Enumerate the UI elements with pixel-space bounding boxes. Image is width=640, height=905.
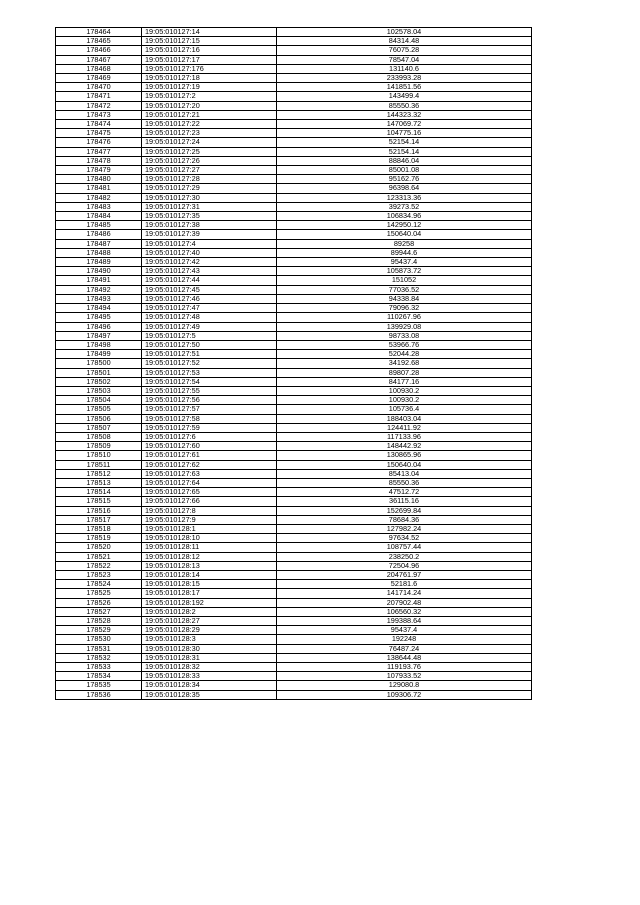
amount-cell: 105873.72 [277, 267, 532, 276]
code-cell: 19:05:010127:24 [142, 138, 277, 147]
amount-cell: 84314.48 [277, 37, 532, 46]
table-row [56, 442, 532, 451]
code-cell: 19:05:010127:42 [142, 258, 277, 267]
amount-cell: 150640.04 [277, 230, 532, 239]
amount-cell: 138644.48 [277, 653, 532, 662]
table-row [56, 570, 532, 579]
amount-cell: 85001.08 [277, 166, 532, 175]
code-cell: 19:05:010128:35 [142, 690, 277, 699]
amount-cell: 204761.97 [277, 570, 532, 579]
table-row [56, 497, 532, 506]
id-cell: 178498 [56, 340, 142, 349]
code-cell: 19:05:010128:27 [142, 617, 277, 626]
code-cell: 19:05:010127:45 [142, 285, 277, 294]
amount-cell: 151052 [277, 276, 532, 285]
amount-cell: 100930.2 [277, 386, 532, 395]
table-row [56, 322, 532, 331]
code-cell: 19:05:010127:26 [142, 156, 277, 165]
table-row [56, 212, 532, 221]
table-row [56, 690, 532, 699]
code-cell: 19:05:010128:15 [142, 580, 277, 589]
amount-cell: 148442.92 [277, 442, 532, 451]
amount-cell: 52044.28 [277, 350, 532, 359]
table-row [56, 294, 532, 303]
amount-cell: 53966.76 [277, 340, 532, 349]
id-cell: 178531 [56, 644, 142, 653]
id-cell: 178487 [56, 239, 142, 248]
amount-cell: 36115.16 [277, 497, 532, 506]
amount-cell: 96398.64 [277, 184, 532, 193]
code-cell: 19:05:010127:20 [142, 101, 277, 110]
table-row [56, 110, 532, 119]
amount-cell: 95162.76 [277, 175, 532, 184]
id-cell: 178494 [56, 304, 142, 313]
amount-cell: 52154.14 [277, 147, 532, 156]
code-cell: 19:05:010127:66 [142, 497, 277, 506]
table-row [56, 626, 532, 635]
code-cell: 19:05:010127:9 [142, 515, 277, 524]
table-row [56, 340, 532, 349]
id-cell: 178476 [56, 138, 142, 147]
table-row [56, 175, 532, 184]
table-row [56, 304, 532, 313]
id-cell: 178469 [56, 74, 142, 83]
amount-cell: 139929.08 [277, 322, 532, 331]
amount-cell: 88846.04 [277, 156, 532, 165]
code-cell: 19:05:010128:3 [142, 635, 277, 644]
table-row [56, 515, 532, 524]
id-cell: 178505 [56, 405, 142, 414]
table-row [56, 368, 532, 377]
id-cell: 178536 [56, 690, 142, 699]
id-cell: 178499 [56, 350, 142, 359]
id-cell: 178472 [56, 101, 142, 110]
code-cell: 19:05:010127:51 [142, 350, 277, 359]
code-cell: 19:05:010127:49 [142, 322, 277, 331]
id-cell: 178493 [56, 294, 142, 303]
id-cell: 178497 [56, 331, 142, 340]
code-cell: 19:05:010128:11 [142, 543, 277, 552]
id-cell: 178524 [56, 580, 142, 589]
id-cell: 178490 [56, 267, 142, 276]
code-cell: 19:05:010127:58 [142, 414, 277, 423]
id-cell: 178525 [56, 589, 142, 598]
table-row [56, 267, 532, 276]
id-cell: 178468 [56, 64, 142, 73]
table-row [56, 147, 532, 156]
amount-cell: 150640.04 [277, 460, 532, 469]
id-cell: 178467 [56, 55, 142, 64]
code-cell: 19:05:010128:31 [142, 653, 277, 662]
amount-cell: 89258 [277, 239, 532, 248]
table-row [56, 589, 532, 598]
id-cell: 178473 [56, 110, 142, 119]
table-row [56, 248, 532, 257]
table-row [56, 561, 532, 570]
table-row [56, 313, 532, 322]
id-cell: 178500 [56, 359, 142, 368]
code-cell: 19:05:010127:21 [142, 110, 277, 119]
table-row [56, 635, 532, 644]
table-row [56, 543, 532, 552]
amount-cell: 131140.6 [277, 64, 532, 73]
id-cell: 178496 [56, 322, 142, 331]
amount-cell: 238250.2 [277, 552, 532, 561]
code-cell: 19:05:010127:61 [142, 451, 277, 460]
code-cell: 19:05:010128:192 [142, 598, 277, 607]
code-cell: 19:05:010127:57 [142, 405, 277, 414]
amount-cell: 94338.84 [277, 294, 532, 303]
id-cell: 178485 [56, 221, 142, 230]
table-row [56, 55, 532, 64]
id-cell: 178514 [56, 488, 142, 497]
amount-cell: 77036.52 [277, 285, 532, 294]
code-cell: 19:05:010127:60 [142, 442, 277, 451]
table-row [56, 663, 532, 672]
table-row [56, 377, 532, 386]
code-cell: 19:05:010127:23 [142, 129, 277, 138]
amount-cell: 147069.72 [277, 120, 532, 129]
table-row [56, 414, 532, 423]
id-cell: 178520 [56, 543, 142, 552]
table-row [56, 423, 532, 432]
code-cell: 19:05:010127:59 [142, 423, 277, 432]
id-cell: 178478 [56, 156, 142, 165]
amount-cell: 141851.56 [277, 83, 532, 92]
amount-cell: 79096.32 [277, 304, 532, 313]
id-cell: 178492 [56, 285, 142, 294]
id-cell: 178510 [56, 451, 142, 460]
code-cell: 19:05:010128:33 [142, 672, 277, 681]
amount-cell: 119193.76 [277, 663, 532, 672]
amount-cell: 192248 [277, 635, 532, 644]
table-row [56, 331, 532, 340]
table-row [56, 478, 532, 487]
table-row [56, 534, 532, 543]
table-row [56, 101, 532, 110]
id-cell: 178521 [56, 552, 142, 561]
id-cell: 178482 [56, 193, 142, 202]
code-cell: 19:05:010127:27 [142, 166, 277, 175]
table-row [56, 92, 532, 101]
id-cell: 178513 [56, 478, 142, 487]
id-cell: 178475 [56, 129, 142, 138]
code-cell: 19:05:010127:39 [142, 230, 277, 239]
amount-cell: 95437.4 [277, 258, 532, 267]
amount-cell: 52154.14 [277, 138, 532, 147]
table-row [56, 74, 532, 83]
id-cell: 178488 [56, 248, 142, 257]
amount-cell: 144323.32 [277, 110, 532, 119]
table-row [56, 138, 532, 147]
table-row [56, 506, 532, 515]
table-row [56, 580, 532, 589]
table-row [56, 524, 532, 533]
id-cell: 178517 [56, 515, 142, 524]
id-cell: 178529 [56, 626, 142, 635]
code-cell: 19:05:010127:64 [142, 478, 277, 487]
code-cell: 19:05:010127:4 [142, 239, 277, 248]
table-row [56, 681, 532, 690]
amount-cell: 106834.96 [277, 212, 532, 221]
id-cell: 178509 [56, 442, 142, 451]
code-cell: 19:05:010127:63 [142, 469, 277, 478]
amount-cell: 152699.84 [277, 506, 532, 515]
table-row [56, 653, 532, 662]
code-cell: 19:05:010127:8 [142, 506, 277, 515]
amount-cell: 78684.36 [277, 515, 532, 524]
amount-cell: 141714.24 [277, 589, 532, 598]
id-cell: 178512 [56, 469, 142, 478]
table-row [56, 37, 532, 46]
table-body [56, 28, 532, 700]
amount-cell: 102578.04 [277, 28, 532, 37]
id-cell: 178495 [56, 313, 142, 322]
amount-cell: 76487.24 [277, 644, 532, 653]
table-row [56, 193, 532, 202]
amount-cell: 78547.04 [277, 55, 532, 64]
id-cell: 178506 [56, 414, 142, 423]
id-cell: 178503 [56, 386, 142, 395]
code-cell: 19:05:010127:16 [142, 46, 277, 55]
code-cell: 19:05:010127:56 [142, 396, 277, 405]
id-cell: 178471 [56, 92, 142, 101]
id-cell: 178515 [56, 497, 142, 506]
id-cell: 178502 [56, 377, 142, 386]
id-cell: 178486 [56, 230, 142, 239]
amount-cell: 85550.36 [277, 101, 532, 110]
table-row [56, 230, 532, 239]
amount-cell: 100930.2 [277, 396, 532, 405]
table-row [56, 83, 532, 92]
code-cell: 19:05:010127:31 [142, 202, 277, 211]
amount-cell: 143499.4 [277, 92, 532, 101]
table-row [56, 166, 532, 175]
amount-cell: 89944.6 [277, 248, 532, 257]
amount-cell: 105736.4 [277, 405, 532, 414]
code-cell: 19:05:010127:22 [142, 120, 277, 129]
amount-cell: 130865.96 [277, 451, 532, 460]
table-row [56, 156, 532, 165]
amount-cell: 124411.92 [277, 423, 532, 432]
id-cell: 178480 [56, 175, 142, 184]
table-row [56, 396, 532, 405]
table-row [56, 607, 532, 616]
amount-cell: 109306.72 [277, 690, 532, 699]
amount-cell: 89807.28 [277, 368, 532, 377]
id-cell: 178527 [56, 607, 142, 616]
id-cell: 178501 [56, 368, 142, 377]
amount-cell: 104775.16 [277, 129, 532, 138]
table-row [56, 386, 532, 395]
amount-cell: 142950.12 [277, 221, 532, 230]
table-row [56, 46, 532, 55]
amount-cell: 47512.72 [277, 488, 532, 497]
code-cell: 19:05:010127:44 [142, 276, 277, 285]
code-cell: 19:05:010127:35 [142, 212, 277, 221]
amount-cell: 95437.4 [277, 626, 532, 635]
amount-cell: 97634.52 [277, 534, 532, 543]
code-cell: 19:05:010127:15 [142, 37, 277, 46]
table-row [56, 359, 532, 368]
amount-cell: 85550.36 [277, 478, 532, 487]
code-cell: 19:05:010127:40 [142, 248, 277, 257]
amount-cell: 39273.52 [277, 202, 532, 211]
code-cell: 19:05:010127:14 [142, 28, 277, 37]
id-cell: 178526 [56, 598, 142, 607]
amount-cell: 108757.44 [277, 543, 532, 552]
code-cell: 19:05:010128:1 [142, 524, 277, 533]
amount-cell: 127982.24 [277, 524, 532, 533]
id-cell: 178518 [56, 524, 142, 533]
code-cell: 19:05:010127:53 [142, 368, 277, 377]
table-row [56, 617, 532, 626]
code-cell: 19:05:010127:43 [142, 267, 277, 276]
table-row [56, 469, 532, 478]
code-cell: 19:05:010128:17 [142, 589, 277, 598]
id-cell: 178533 [56, 663, 142, 672]
table-row [56, 350, 532, 359]
id-cell: 178466 [56, 46, 142, 55]
id-cell: 178483 [56, 202, 142, 211]
table-row [56, 451, 532, 460]
code-cell: 19:05:010127:25 [142, 147, 277, 156]
amount-cell: 85413.04 [277, 469, 532, 478]
amount-cell: 129080.8 [277, 681, 532, 690]
amount-cell: 107933.52 [277, 672, 532, 681]
code-cell: 19:05:010127:54 [142, 377, 277, 386]
code-cell: 19:05:010127:176 [142, 64, 277, 73]
code-cell: 19:05:010128:34 [142, 681, 277, 690]
table-row [56, 28, 532, 37]
id-cell: 178530 [56, 635, 142, 644]
code-cell: 19:05:010128:29 [142, 626, 277, 635]
amount-cell: 34192.68 [277, 359, 532, 368]
table-row [56, 64, 532, 73]
id-cell: 178464 [56, 28, 142, 37]
id-cell: 178484 [56, 212, 142, 221]
code-cell: 19:05:010127:46 [142, 294, 277, 303]
code-cell: 19:05:010128:10 [142, 534, 277, 543]
code-cell: 19:05:010127:65 [142, 488, 277, 497]
table-row [56, 221, 532, 230]
table-row [56, 258, 532, 267]
code-cell: 19:05:010128:2 [142, 607, 277, 616]
data-table [55, 27, 532, 700]
code-cell: 19:05:010127:6 [142, 432, 277, 441]
code-cell: 19:05:010127:5 [142, 331, 277, 340]
table-row [56, 405, 532, 414]
code-cell: 19:05:010127:17 [142, 55, 277, 64]
table-row [56, 202, 532, 211]
id-cell: 178511 [56, 460, 142, 469]
code-cell: 19:05:010127:62 [142, 460, 277, 469]
table-row [56, 120, 532, 129]
amount-cell: 199388.64 [277, 617, 532, 626]
id-cell: 178535 [56, 681, 142, 690]
table-row [56, 598, 532, 607]
id-cell: 178522 [56, 561, 142, 570]
amount-cell: 106560.32 [277, 607, 532, 616]
table-row [56, 276, 532, 285]
amount-cell: 117133.96 [277, 432, 532, 441]
id-cell: 178508 [56, 432, 142, 441]
amount-cell: 72504.96 [277, 561, 532, 570]
id-cell: 178479 [56, 166, 142, 175]
table-row [56, 672, 532, 681]
id-cell: 178489 [56, 258, 142, 267]
amount-cell: 76075.28 [277, 46, 532, 55]
table-row [56, 644, 532, 653]
id-cell: 178523 [56, 570, 142, 579]
code-cell: 19:05:010127:50 [142, 340, 277, 349]
id-cell: 178504 [56, 396, 142, 405]
code-cell: 19:05:010127:18 [142, 74, 277, 83]
table-row [56, 285, 532, 294]
code-cell: 19:05:010127:47 [142, 304, 277, 313]
code-cell: 19:05:010127:48 [142, 313, 277, 322]
amount-cell: 123313.36 [277, 193, 532, 202]
table-row [56, 552, 532, 561]
id-cell: 178532 [56, 653, 142, 662]
id-cell: 178474 [56, 120, 142, 129]
id-cell: 178534 [56, 672, 142, 681]
id-cell: 178481 [56, 184, 142, 193]
amount-cell: 110267.96 [277, 313, 532, 322]
table-row [56, 184, 532, 193]
code-cell: 19:05:010127:28 [142, 175, 277, 184]
id-cell: 178507 [56, 423, 142, 432]
id-cell: 178516 [56, 506, 142, 515]
code-cell: 19:05:010127:29 [142, 184, 277, 193]
code-cell: 19:05:010127:52 [142, 359, 277, 368]
amount-cell: 98733.08 [277, 331, 532, 340]
amount-cell: 233993.28 [277, 74, 532, 83]
code-cell: 19:05:010128:32 [142, 663, 277, 672]
id-cell: 178528 [56, 617, 142, 626]
table-row [56, 488, 532, 497]
code-cell: 19:05:010128:30 [142, 644, 277, 653]
table-row [56, 432, 532, 441]
table-row [56, 239, 532, 248]
id-cell: 178465 [56, 37, 142, 46]
table-row [56, 460, 532, 469]
code-cell: 19:05:010127:38 [142, 221, 277, 230]
amount-cell: 84177.16 [277, 377, 532, 386]
amount-cell: 188403.04 [277, 414, 532, 423]
code-cell: 19:05:010128:14 [142, 570, 277, 579]
table-row [56, 129, 532, 138]
amount-cell: 207902.48 [277, 598, 532, 607]
id-cell: 178491 [56, 276, 142, 285]
id-cell: 178477 [56, 147, 142, 156]
code-cell: 19:05:010127:55 [142, 386, 277, 395]
id-cell: 178519 [56, 534, 142, 543]
code-cell: 19:05:010127:19 [142, 83, 277, 92]
amount-cell: 52181.6 [277, 580, 532, 589]
code-cell: 19:05:010128:12 [142, 552, 277, 561]
code-cell: 19:05:010128:13 [142, 561, 277, 570]
id-cell: 178470 [56, 83, 142, 92]
code-cell: 19:05:010127:2 [142, 92, 277, 101]
code-cell: 19:05:010127:30 [142, 193, 277, 202]
